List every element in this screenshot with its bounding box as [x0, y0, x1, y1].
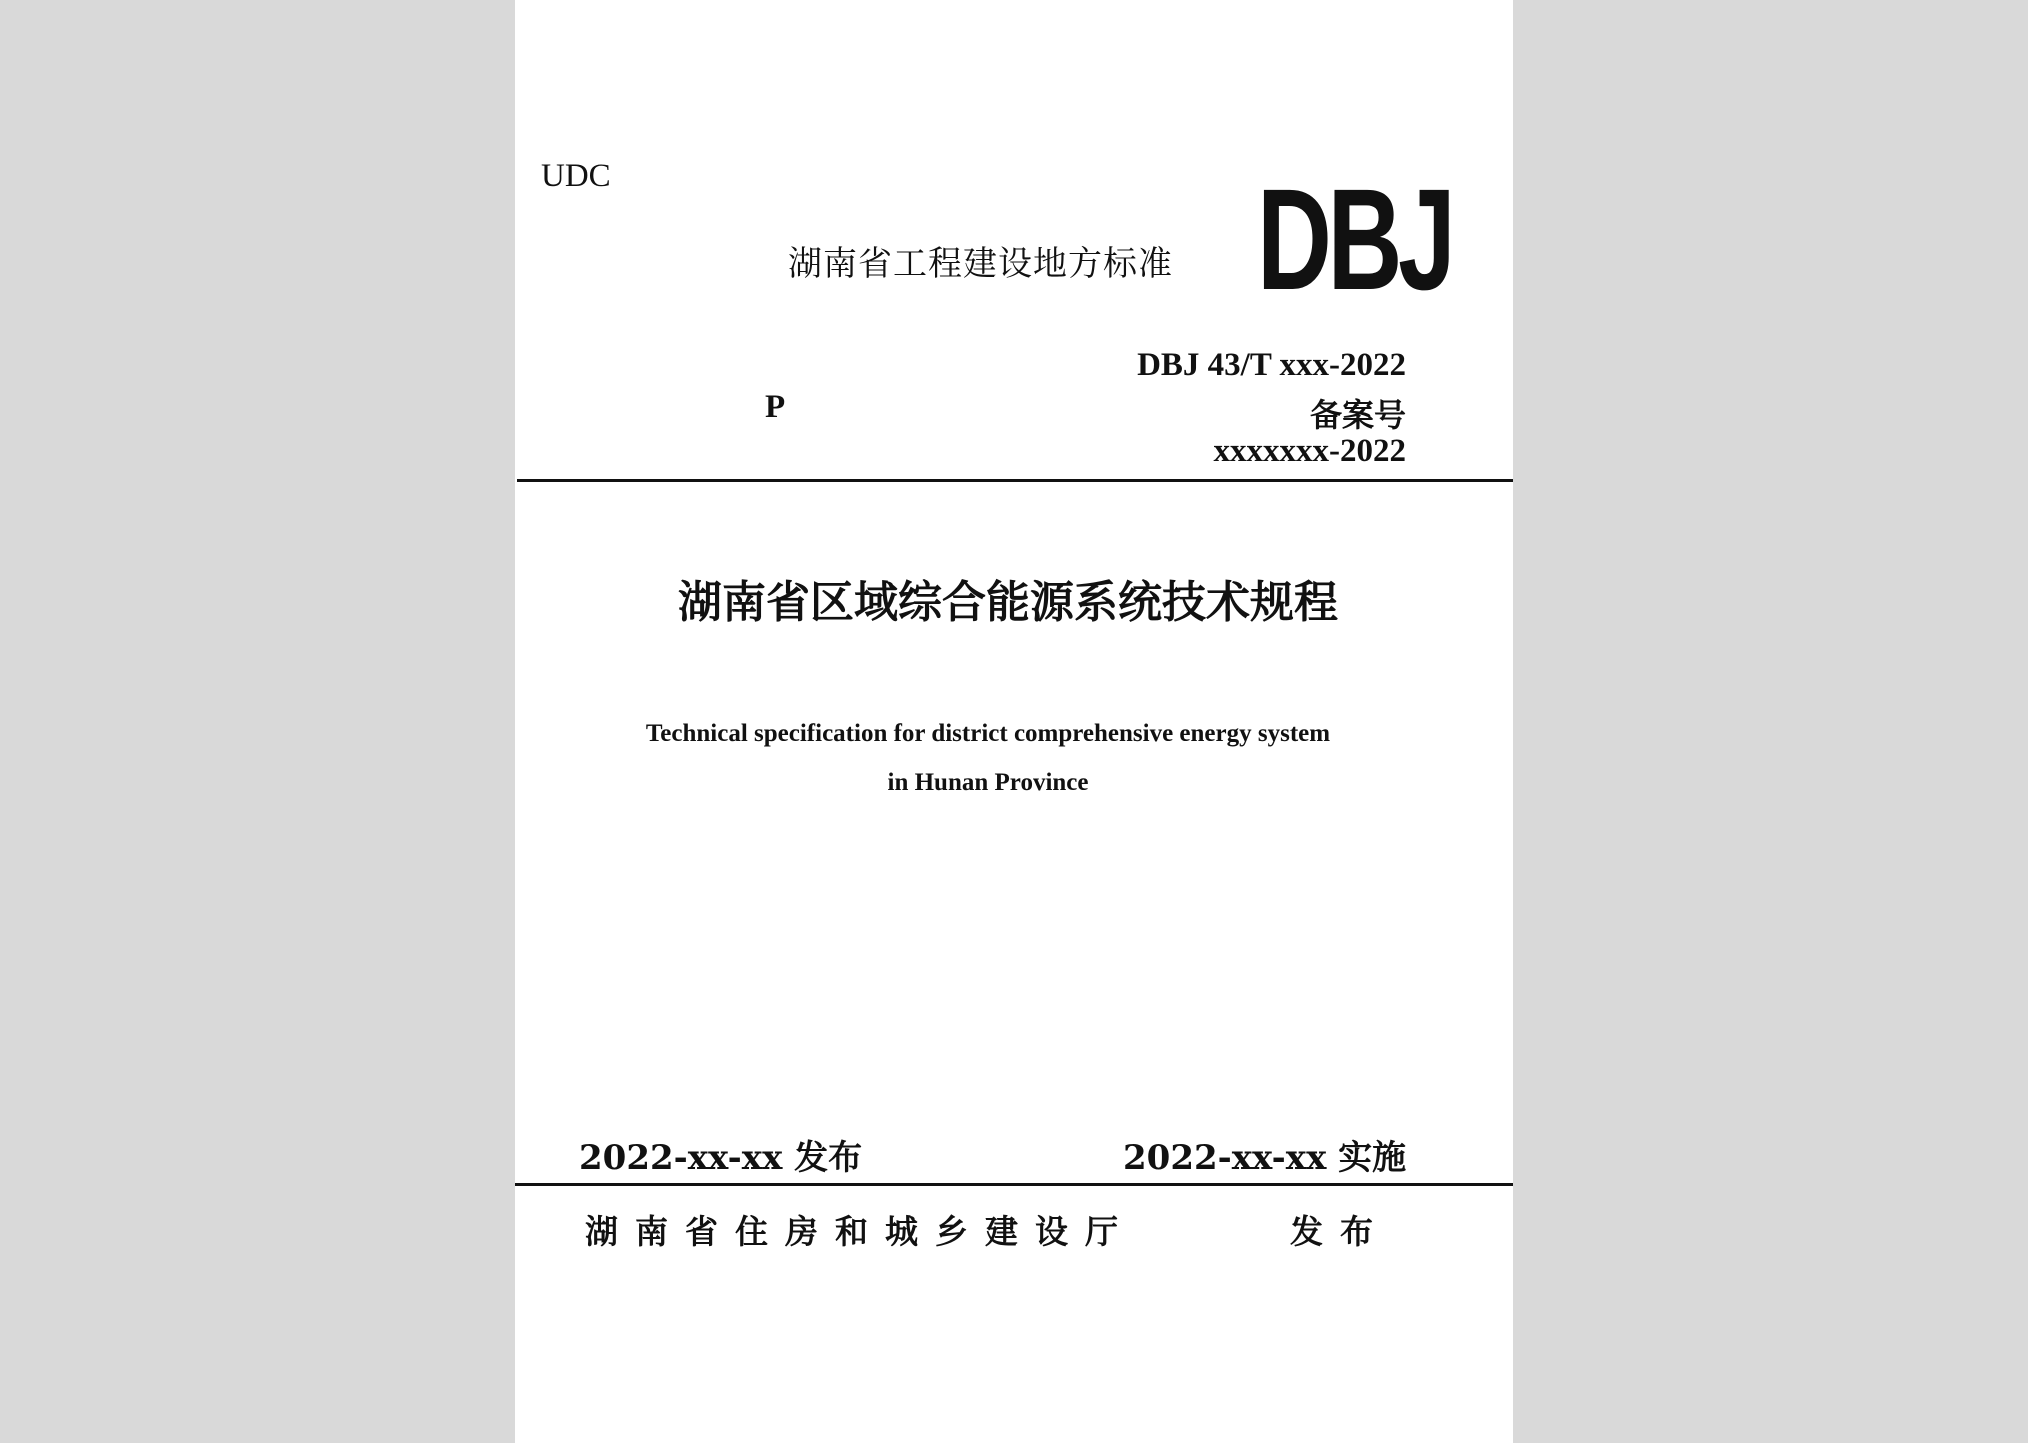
record-label: 备案号: [1309, 396, 1406, 434]
title-english-line1: Technical specification for district comprehensive energy system: [645, 720, 1331, 747]
issuer-name: 湖南省住房和城乡建设厅: [585, 1212, 1135, 1251]
title-english-line2: in Hunan Province: [887, 769, 1089, 796]
title-chinese: 湖南省区域综合能源系统技术规程: [678, 577, 1338, 628]
standard-code: DBJ 43/T xxx-2022: [1137, 347, 1406, 383]
udc-label: UDC: [541, 158, 611, 194]
effective-date: 2022-xx-xx 实施: [1123, 1138, 1407, 1178]
record-number: xxxxxxx-2022: [1213, 433, 1406, 469]
issued-label: 发布: [1290, 1212, 1390, 1251]
bottom-divider: [515, 1183, 1513, 1186]
top-divider: [517, 479, 1513, 482]
issue-date: 2022-xx-xx 发布: [579, 1138, 863, 1178]
document-cover-page: [515, 0, 1513, 1443]
dbj-logo: DBJ: [1257, 159, 1452, 320]
standard-type: 湖南省工程建设地方标准: [788, 244, 1173, 284]
classification-code: P: [765, 389, 786, 425]
